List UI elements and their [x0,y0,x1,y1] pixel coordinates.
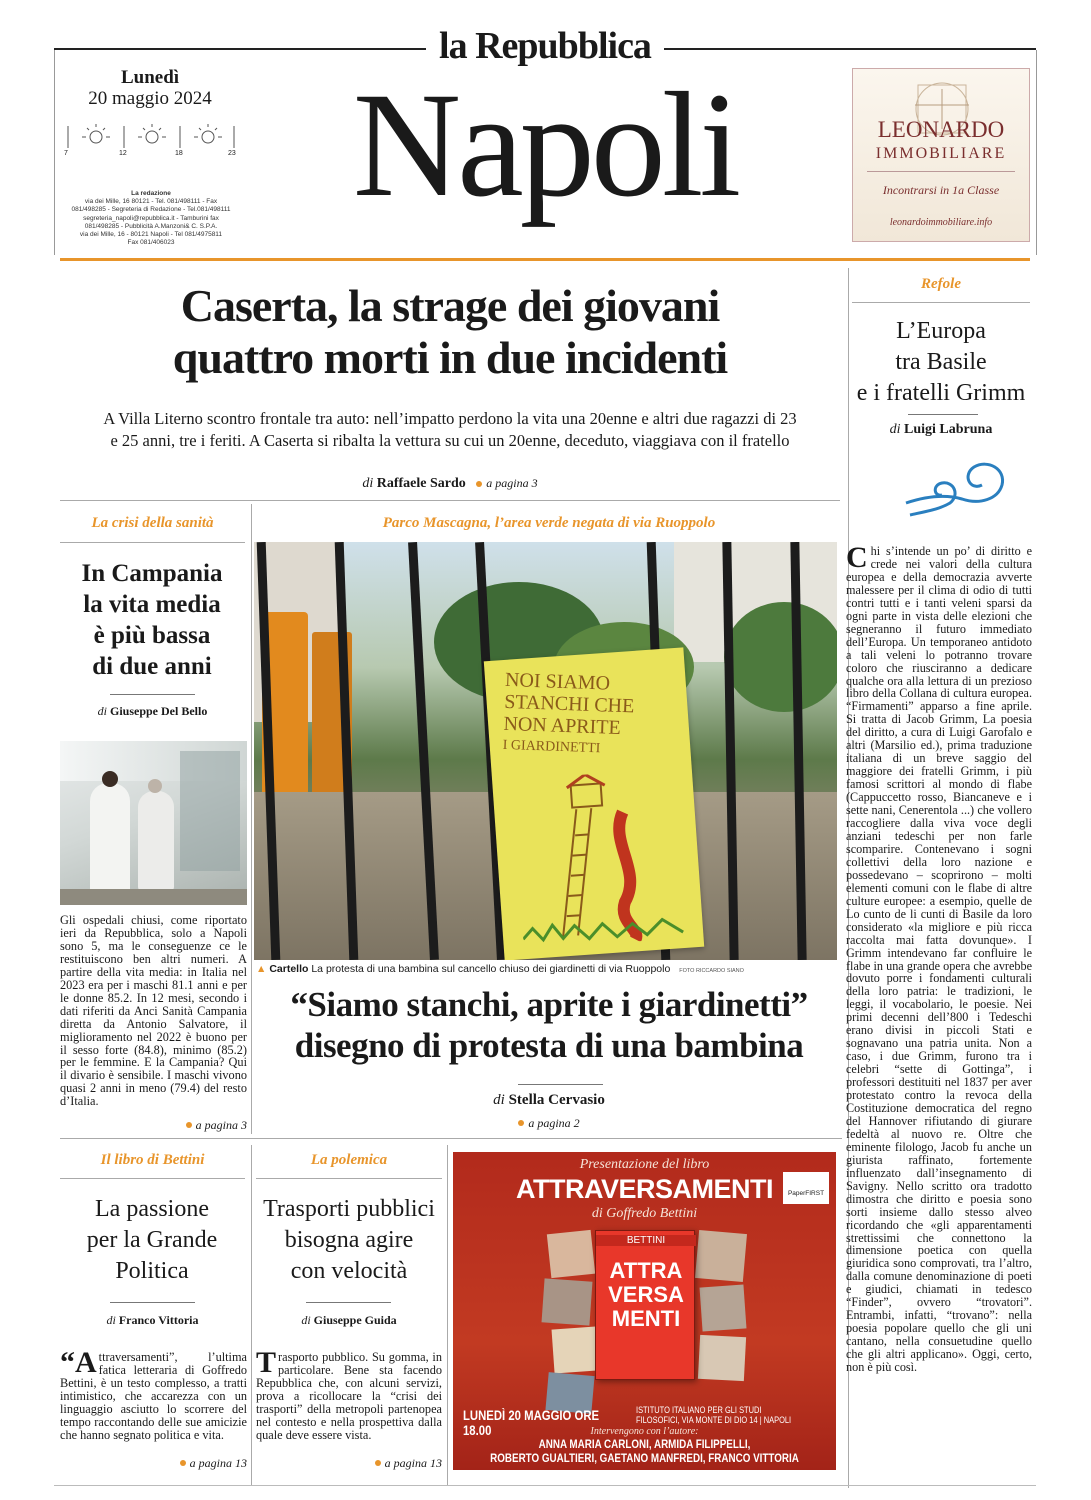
floor [60,889,247,905]
lead-summary-line: A Villa Literno scontro frontale tra auto: nell’impatto perdono la vita una 20enne e altri due ragazzi di 23 [103,409,797,428]
polemica-kicker: La polemica [310,1152,388,1168]
ad-brand: LEONARDO [877,117,1005,142]
speaker-photo [698,1335,746,1381]
sanita-kicker: La crisi della sanità [91,515,214,531]
weather-icons [62,122,242,158]
polemica-title-line: Trasporti pubblici [263,1196,435,1222]
page-dot [180,1460,186,1466]
leonardo-ad[interactable] [852,68,1030,242]
ad-presentazione: Presentazione del libro [579,1157,710,1172]
doctor-figure [138,791,174,891]
caption-text: La protesta di una bambina sul cancello chiuso dei giardinetti di via Ruoppolo [311,963,671,975]
ad-speakers [455,1437,835,1465]
refole-author: Luigi Labruna [904,422,993,437]
polemica-rule [256,1178,442,1179]
sign-line: I GIARDINETTI [502,737,601,757]
lead-summary [60,408,840,452]
bottom-rule [54,1485,1036,1486]
refole-title-line: e i fratelli Grimm [856,380,1026,406]
mascagna-kicker: Parco Mascagna, l’area verde negata di via Ruoppolo [382,515,716,531]
book-cover [595,1230,695,1380]
doctor-head [102,771,118,787]
bettini-title-line: La passione [95,1196,209,1222]
bettini-title-line: Politica [115,1258,189,1284]
bettini-title-line: per la Grande [86,1227,218,1253]
ad-book-title: ATTRAVERSAMENTI [516,1174,773,1204]
hospital-photo [60,741,247,905]
ad-venue-line: ISTITUTO ITALIANO PER GLI STUDI [636,1405,762,1415]
lead-summary-line: e 25 anni, tre i feriti. A Caserta si ribalta la vettura su cui un 20enne, deceduto, viaggiava con il fratello [110,431,790,450]
polemica-body [256,1346,442,1442]
refole-rule [852,302,1030,303]
redazione-box [60,190,242,247]
polemica-text: rasporto pubblico. Su gomma, in particolare. Bene sta facendo Repubblica che, con alcuni servizi, prova a ricollocare la “crisi dei trasporti” della metropoli partenopea nel contesto e nella prospettiva dalla quale deve essere vista. [256,1350,442,1442]
column-separator [447,1145,448,1485]
bettini-page-ref[interactable]: a pagina 13 [189,1456,247,1470]
ad-date: LUNEDÌ 20 MAGGIO ORE 18.00 [463,1408,600,1438]
sanita-title-line: è più bassa [93,622,211,649]
sign-writing [502,669,680,763]
speaker-photo [700,1285,747,1332]
polemica-short-rule [306,1302,391,1303]
triangle-icon: ▲ [256,963,267,975]
lead-rule [60,500,840,501]
cover-title-line: MENTI [611,1306,681,1331]
book-ad[interactable] [453,1152,836,1470]
weather-strip [62,122,242,158]
speaker-photo [542,1278,593,1325]
sanita-page [60,1114,247,1133]
sanita-page-ref[interactable]: a pagina 3 [195,1118,247,1132]
polemica-page [256,1452,442,1471]
bettini-byline [60,1313,245,1328]
page-dot [476,481,482,487]
sign-line: NON APRITE [503,712,622,739]
bettini-dropcap: “A [60,1346,97,1379]
bettini-kicker: Il libro di Bettini [100,1152,205,1168]
left-frame [54,50,55,255]
ad-intervengono: Intervengono con l’autore: [590,1426,699,1437]
ad-speakers-line: ROBERTO GUALTIERI, GAETANO MANFREDI, FRANCO VITTORIA [490,1451,799,1465]
publisher-logo: PaperFIRST [783,1172,829,1204]
page-dot [518,1120,524,1126]
mascagna-page-ref[interactable]: a pagina 2 [528,1116,580,1130]
speaker-photo [695,1230,747,1282]
by-prefix: di [493,1092,505,1108]
mascagna-headline-line: “Siamo stanchi, aprite i giardinetti” [290,985,808,1024]
polemica-page-ref[interactable]: a pagina 13 [384,1456,442,1470]
refole-byline [852,422,1030,438]
photo-caption [256,963,841,975]
sanita-rule [60,542,245,543]
ad-speakers-line: ANNA MARIA CARLONI, ARMIDA FILIPPELLI, [538,1437,751,1451]
hour-label: 18 [175,150,183,157]
photo-credit: FOTO RICCARDO SIANO [679,968,744,974]
tree [724,602,837,712]
cover-title [596,1259,696,1331]
bettini-short-rule [110,1302,195,1303]
polemica-dropcap: T [256,1346,277,1379]
wind-swirl-icon [900,455,1010,523]
redazione-line: via dei Mille, 16 - 80121 Napoli - Tel 081/4975811 [79,231,223,239]
by-prefix: di [889,422,901,437]
by-prefix: di [301,1313,311,1327]
sanita-byline [60,704,245,719]
corridor-window [180,751,240,871]
ad-url[interactable]: leonardoimmobiliare.info [889,217,993,228]
cover-title-line: VERSA [608,1282,684,1307]
doctor-figure [90,783,130,893]
redazione-line: segreteria_napoli@repubblica.it - Tamburini fax [83,214,219,222]
by-prefix: di [106,1313,116,1327]
section-rule [60,258,1030,261]
newspaper-brand: la Repubblica [439,25,651,67]
protest-sign-photo [254,542,837,960]
redazione-title: La redazione [131,190,171,197]
doctor-head [148,779,162,793]
hour-label: 23 [228,150,236,157]
speaker-photo [547,1230,595,1278]
polemica-byline [256,1313,442,1328]
ad-sub: IMMOBILIARE [875,145,1007,162]
sanita-title[interactable] [56,558,248,682]
lead-headline-line: Caserta, la strage dei giovani [180,280,720,331]
polemica-title[interactable] [252,1194,446,1287]
ad-divider [867,171,1015,172]
sanita-short-rule [110,694,195,695]
hour-label: 7 [64,150,68,157]
lead-headline[interactable] [60,280,840,384]
polemica-author: Giuseppe Guida [313,1313,397,1327]
by-prefix: di [362,476,374,491]
sign-line: NOI SIAMO [504,668,611,695]
bettini-rule [60,1178,245,1179]
lead-byline [60,476,840,492]
masthead-rule-left [54,48,426,50]
bettini-author: Franco Vittoria [118,1313,199,1327]
refole-title-line: tra Basile [895,349,987,375]
cover-title-line: ATTRA [609,1258,683,1283]
caption-label: Cartello [269,963,309,975]
hour-label: 12 [119,150,127,157]
bettini-body [60,1346,247,1442]
page-dot [375,1460,381,1466]
mascagna-headline-line: disegno di protesta di una bambina [294,1026,804,1065]
refole-title[interactable] [848,316,1034,409]
ad-slogan: Incontrarsi in 1a Classe [882,183,1000,197]
issue-day: Lunedì [120,67,180,88]
refole-title-line: L’Europa [896,318,986,344]
edition-title: Napoli [352,62,738,228]
speaker-photo [552,1327,599,1374]
column-separator [251,504,252,1134]
mascagna-headline[interactable] [254,984,844,1066]
ad-venue [636,1405,835,1425]
redazione-line: Fax 081/406023 [127,239,175,247]
sanita-author: Giuseppe Del Bello [110,704,208,718]
child-drawing [512,768,693,949]
redazione-line: 081/498285 - Pubblicità A.Manzoni& C. S.P.A. [84,222,218,230]
bettini-title[interactable] [56,1194,248,1287]
sanita-title-line: In Campania [81,560,223,587]
polemica-title-line: con velocità [290,1258,408,1284]
refole-body [846,541,1032,1375]
lead-headline-line: quattro morti in due incidenti [172,332,728,383]
lower-rule [60,1138,842,1139]
polemica-title-line: bisogna agire [284,1227,414,1253]
masthead-rule-right [664,48,1036,50]
cover-author: BETTINI [596,1235,696,1246]
sign-line: STANCHI CHE [503,690,635,718]
bettini-page [60,1452,247,1471]
ad-venue-line: FILOSOFICI, VIA MONTE DI DIO 14 | NAPOLI [636,1415,792,1425]
issue-date: 20 maggio 2024 [88,88,212,109]
sanita-title-line: la vita media [83,591,221,618]
refole-text: hi s’intende un po’ di diritto e crede nei valori della cultura europea e della democrazia avverte malessere per il clima di odio di tutti contri tutti e i tanti veleni sparsi da ogni parte in vista delle elezioni che segneranno il futuro immediato dell’Europa. Un temporaneo antidoto a tali veleni lo potranno trovare coloro che riusciranno a dedicare qualche ora alla lettura di un prezioso libro della Collana di cultura europea. “Firmamenti” apparso a fine aprile. Si tratta di Jacob Grimm, La poesia del diritto, a cura di Luigi Garofalo e altri (Marsilio ed.), prima traduzione italiana di un breve saggio del maggiore dei fratelli Grimm, i più famosi scrittori al mondo di flabe (Cappuccetto rosso, Biancaneve e i sette nani, Cenerentola ...) che vollero raccogliere dalla viva voce degli anziani tedeschi per non farle scomparire. Contenevano i sogni collettivi della loro nazione e possedevano – scoprirono – molti elementi comuni con le flabe di altre culture europee: a esempio, quelle de Lo cunto de li cunti di Basile da loro considerato «la migliore e più ricca raccolta mai fatta dovunque». I Grimm intendevano far confluire le flabe in una grande opera che avrebbe dovuto porre i fondamenti culturali della loro patria: le tradizioni, le leggi, il vocabolario, le poesie. Nei primi decenni dell’800 i Tedeschi erano divisi in piccoli Stati e sognavano una patria unita. Non a caso, i due Grimm, furono tra i celebri “sette di Gottinga”, i professori destituiti nel 1837 per aver protestato contro la revoca della Costituzione democratica del regno del Hannover rifiutando di giurare fedeltà al nuovo re. Oltre che eminente filologo, Jacob fu anche un giurista raffinato, fortemente influenzato dall’insegnamento di Savigny. Nello scritto ora tradotto dimostra che diritto e poesia sono sorti insieme dallo stesso alveo ricordando che «gli apparentamenti strettissimi che connettono la dimensione poetica con quella giuridica sono comprovati, tra l’altro, dalla comune denominazione di poeti e giudici, chiamati in tedesco “Finder”, ovvero “trovatori”. Entrambi, infatti, “trovano”: nella poesia popolare quello che gli uni cantano, nella consuetudine quello che gli altri applicano». Oggi, certo, non è più così. [846,544,1032,1375]
mascagna-byline [254,1092,844,1109]
refole-short-rule [908,414,978,415]
sanita-title-line: di due anni [92,653,212,680]
redazione-line: 081/498285 - Segreteria di Redazione - Tel.081/498111 [71,206,231,214]
by-prefix: di [97,704,107,718]
protest-sign [484,647,704,960]
page-dot [186,1122,192,1128]
ad-book-subtitle: di Goffredo Bettini [591,1206,698,1221]
lead-page-ref[interactable]: a pagina 3 [486,476,538,490]
mascagna-author: Stella Cervasio [508,1092,605,1108]
redazione-line: via dei Mille, 16 80121 - Tel. 081/498111 - Fax [84,198,218,206]
lead-author: Raffaele Sardo [376,476,466,491]
right-frame [1036,50,1037,255]
sanita-body: Gli ospedali chiusi, come riportato ieri da Repubblica, solo a Napoli sono 5, ma le conseguenze ce le restituiscono ben altri numeri. A partire della vita media: in Italia nel 2023 era per i maschi 81.1 anni e per le donne 85.2. In 12 mesi, secondo i dati riferiti da Anci Sanità Campania diretta da Antonio Salvatore, il miglioramento nel 2022 è buono per il sesso forte (84.8), minimo (85.2) per le femmine. E la Campania? Qui il divario è sensibile. I maschi vivono quasi 2 anni in meno (79.4) del resto d’Italia. [60,913,247,1109]
bettini-text: ttraversamenti”, l’ultima fatica letteraria di Goffredo Bettini, è un testo complesso, a tratti intimistico, che accarezza con un linguaggio asciutto lo scorrere del tempo raccontando delle sue amicizie che hanno segnato politica e vita. [60,1350,247,1442]
refole-kicker: Refole [921,276,961,292]
mascagna-short-rule [518,1084,603,1085]
mascagna-page [254,1112,844,1131]
refole-dropcap: C [846,541,868,574]
